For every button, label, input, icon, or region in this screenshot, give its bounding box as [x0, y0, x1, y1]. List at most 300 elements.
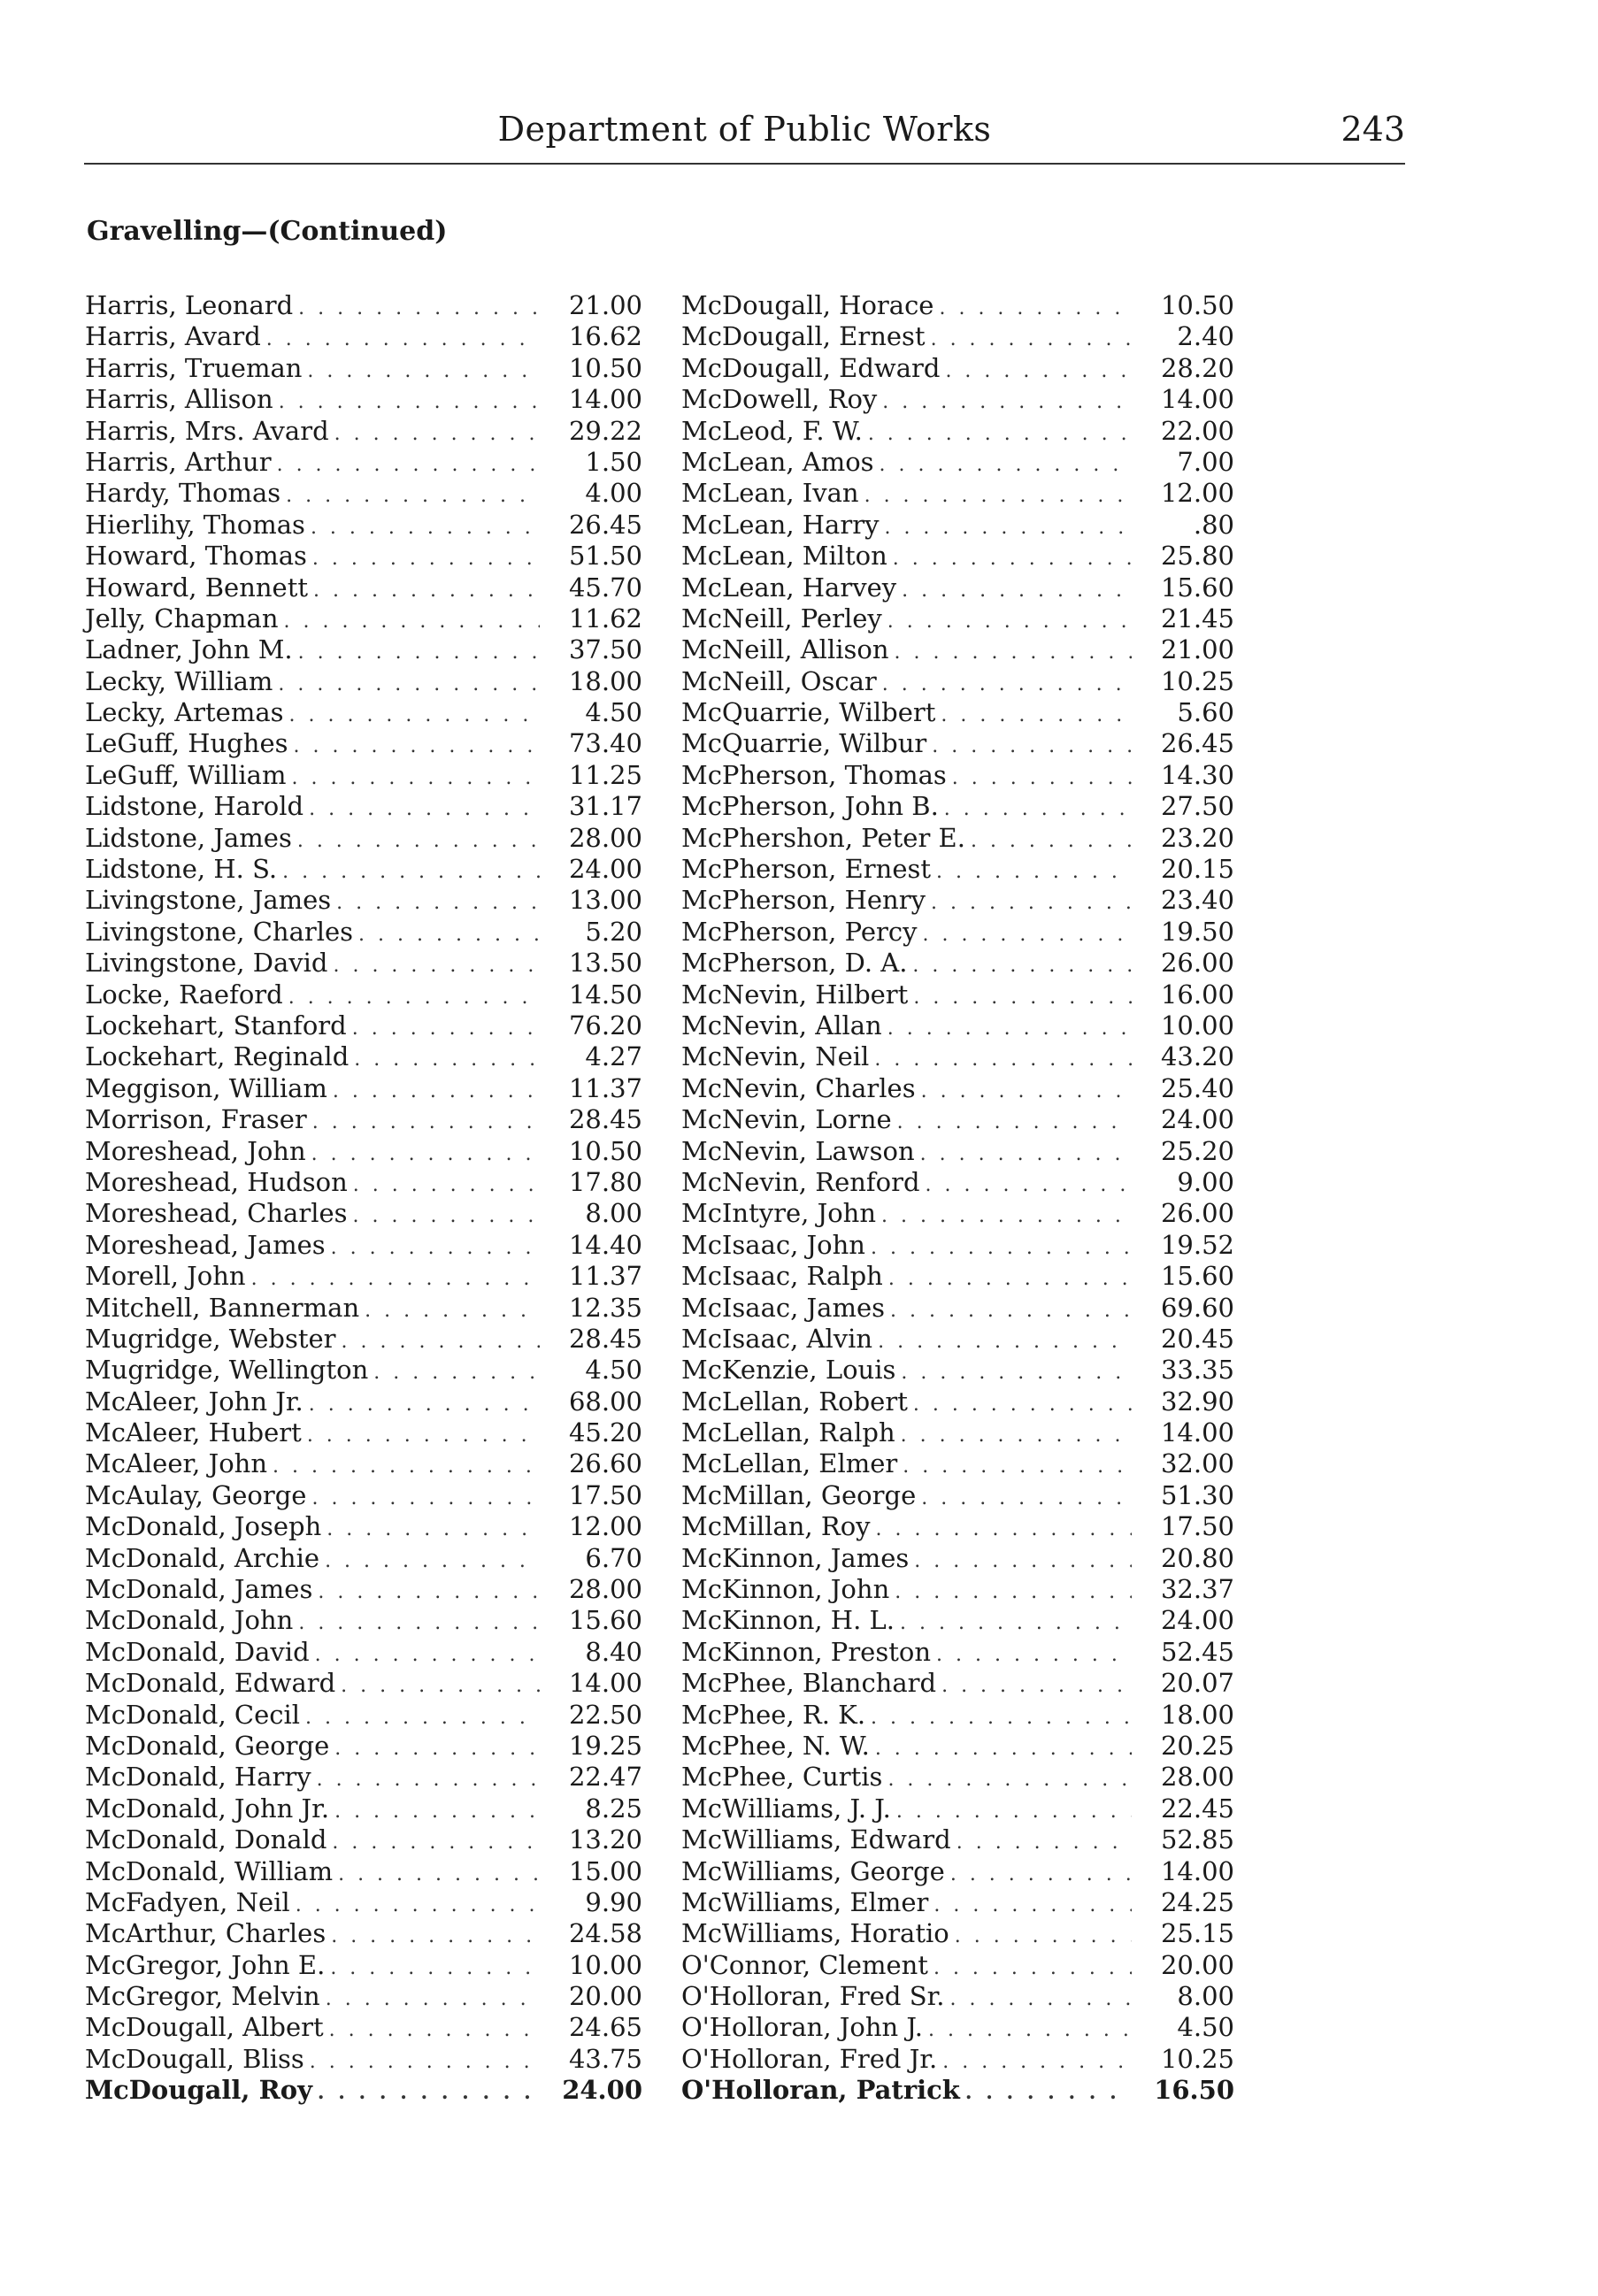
payment-amount: 21.45: [1160, 603, 1234, 634]
payee-name: Lecky, William: [85, 665, 273, 696]
dot-leader: [922, 919, 1132, 950]
payment-amount: 69.60: [1160, 1292, 1234, 1323]
payment-amount: 23.40: [1160, 885, 1234, 916]
list-item: [85, 384, 642, 415]
payment-amount: 15.60: [1160, 572, 1234, 603]
dot-leader: [936, 856, 1132, 887]
payee-name: McNeill, Allison: [681, 634, 889, 665]
payee-name: Harris, Avard: [85, 321, 261, 352]
payment-amount: 15.00: [568, 1855, 642, 1886]
list-item: [85, 1605, 642, 1636]
dot-leader: [331, 1921, 540, 1952]
list-item: [85, 1668, 642, 1699]
dot-leader: [875, 1733, 1132, 1764]
list-item: [85, 478, 642, 509]
list-item: [85, 948, 642, 979]
dot-leader: [353, 1201, 540, 1232]
payee-name: O'Connor, Clement: [681, 1949, 928, 1980]
payee-name: McLellan, Elmer: [681, 1448, 898, 1479]
dot-leader: [939, 293, 1132, 324]
dot-leader: [354, 1044, 540, 1075]
payee-name: Harris, Allison: [85, 384, 273, 415]
dot-leader: [926, 1170, 1132, 1201]
payment-amount: 20.80: [1160, 1542, 1234, 1573]
payment-amount: 13.50: [568, 948, 642, 979]
payee-name: McNevin, Lawson: [681, 1135, 915, 1166]
payment-amount: 10.50: [1160, 290, 1234, 320]
payee-name: McDonald, John Jr.: [85, 1793, 330, 1824]
dot-leader: [888, 1263, 1132, 1294]
list-item: [681, 697, 1234, 728]
list-item: [681, 1261, 1234, 1292]
payee-name: Moreshead, Hudson: [85, 1166, 348, 1197]
list-item: [85, 1480, 642, 1511]
dot-leader: [312, 543, 540, 574]
dot-leader: [941, 1670, 1132, 1701]
payee-name: Mugridge, Webster: [85, 1323, 336, 1354]
list-item: [681, 1637, 1234, 1668]
payee-name: McIntyre, John: [681, 1198, 877, 1229]
payee-name: Moreshead, Charles: [85, 1198, 348, 1229]
list-item: [681, 290, 1234, 321]
payment-amount: 14.50: [568, 979, 642, 1010]
dot-leader: [325, 1546, 540, 1577]
list-item: [85, 1637, 642, 1668]
payee-name: O'Holloran, Patrick: [681, 2075, 960, 2106]
list-item: [85, 447, 642, 478]
list-item: [85, 2012, 642, 2043]
payment-amount: 5.60: [1177, 697, 1234, 728]
payment-amount: 45.20: [568, 1417, 642, 1448]
dot-leader: [945, 356, 1132, 387]
list-item: [681, 541, 1234, 572]
payee-name: McDonald, Cecil: [85, 1699, 301, 1730]
payee-name: McNevin, Charles: [681, 1072, 916, 1103]
list-item: [681, 510, 1234, 541]
dot-leader: [311, 1139, 540, 1170]
payment-amount: 16.50: [1154, 2075, 1234, 2106]
list-item: [85, 1293, 642, 1324]
dot-leader: [358, 919, 540, 950]
payment-amount: 5.20: [585, 916, 642, 947]
payment-amount: 11.37: [568, 1261, 642, 1292]
payee-name: McDougall, Bliss: [85, 2043, 304, 2074]
list-item: [681, 572, 1234, 603]
payment-amount: 24.00: [1160, 1104, 1234, 1135]
payment-amount: 32.00: [1160, 1448, 1234, 1479]
payment-amount: 28.20: [1160, 352, 1234, 383]
payment-amount: 24.00: [562, 2075, 642, 2106]
dot-leader: [895, 1577, 1132, 1608]
payment-amount: 25.15: [1160, 1918, 1234, 1949]
payment-amount: 25.20: [1160, 1135, 1234, 1166]
dot-leader: [297, 825, 540, 856]
payee-name: McNevin, Neil: [681, 1041, 870, 1072]
list-item: [85, 290, 642, 321]
payment-amount: 43.75: [568, 2043, 642, 2074]
payment-amount: 14.00: [568, 1668, 642, 1699]
list-item: [681, 1856, 1234, 1887]
dot-leader: [882, 669, 1132, 700]
payee-name: McPherson, Ernest: [681, 854, 932, 885]
payment-amount: 8.25: [585, 1793, 642, 1824]
payee-name: Locke, Raeford: [85, 979, 283, 1010]
list-item: [85, 1230, 642, 1261]
payment-amount: 22.47: [568, 1762, 642, 1793]
payee-name: McPherson, D. A.: [681, 948, 908, 979]
payment-amount: 51.30: [1160, 1479, 1234, 1510]
list-item: [681, 666, 1234, 697]
payment-amount: 28.00: [1160, 1762, 1234, 1793]
dot-leader: [309, 794, 540, 825]
payee-name: McWilliams, Horatio: [681, 1918, 949, 1949]
payee-name: Morrison, Fraser: [85, 1104, 307, 1135]
payee-name: McDonald, Edward: [85, 1668, 336, 1699]
payment-amount: 2.40: [1177, 321, 1234, 352]
list-item: [85, 1104, 642, 1135]
payment-amount: 26.60: [568, 1448, 642, 1479]
list-item: [681, 1543, 1234, 1574]
list-item: [85, 823, 642, 854]
payment-amount: 8.00: [1177, 1981, 1234, 2012]
payment-amount: 52.85: [1160, 1824, 1234, 1855]
list-item: [681, 478, 1234, 509]
payee-name: Lidstone, James: [85, 822, 292, 853]
payment-amount: 8.40: [585, 1636, 642, 1667]
payee-name: Harris, Leonard: [85, 290, 294, 320]
dot-leader: [893, 543, 1132, 574]
list-item: [681, 1230, 1234, 1261]
payment-amount: 7.00: [1177, 446, 1234, 477]
list-item: [681, 634, 1234, 665]
list-item: [681, 1887, 1234, 1918]
payment-amount: 17.50: [568, 1479, 642, 1510]
payment-amount: 68.00: [568, 1386, 642, 1417]
payee-name: McDonald, Archie: [85, 1542, 320, 1573]
payment-amount: 10.00: [1160, 1010, 1234, 1040]
payee-name: McLean, Amos: [681, 446, 874, 477]
list-item: [681, 791, 1234, 822]
list-item: [85, 1386, 642, 1417]
dot-leader: [342, 1326, 540, 1357]
dot-leader: [931, 887, 1132, 918]
payee-name: McLean, Milton: [681, 541, 887, 572]
payment-amount: 27.50: [1160, 791, 1234, 822]
payee-name: McIsaac, Ralph: [681, 1261, 883, 1292]
payee-name: McLean, Harry: [681, 509, 880, 540]
payment-amount: 14.00: [1160, 384, 1234, 415]
payment-amount: 76.20: [568, 1010, 642, 1040]
dot-leader: [920, 1139, 1132, 1170]
payment-amount: 20.00: [568, 1981, 642, 2012]
payee-name: McDonald, George: [85, 1730, 330, 1761]
dot-leader: [311, 1483, 540, 1514]
list-item: [681, 416, 1234, 447]
dot-leader: [913, 1389, 1132, 1420]
dot-leader: [286, 480, 540, 511]
payee-name: McDonald, James: [85, 1574, 313, 1605]
dot-leader: [332, 1827, 540, 1858]
payment-amount: 12.35: [568, 1292, 642, 1323]
dot-leader: [298, 1608, 540, 1639]
dot-leader: [900, 1608, 1132, 1639]
list-item: [681, 1574, 1234, 1605]
list-item: [85, 1136, 642, 1167]
payee-name: McAleer, Hubert: [85, 1417, 302, 1448]
list-item: [681, 1198, 1234, 1229]
right-column: [681, 290, 1234, 2107]
payee-name: McIsaac, Alvin: [681, 1323, 873, 1354]
payment-amount: 10.25: [1160, 2043, 1234, 2074]
dot-leader: [327, 1514, 540, 1545]
payment-amount: 45.70: [568, 572, 642, 603]
dot-leader: [298, 637, 540, 668]
dot-leader: [933, 1890, 1132, 1921]
list-item: [681, 948, 1234, 979]
dot-leader: [266, 324, 540, 355]
payment-amount: 22.00: [1160, 415, 1234, 446]
dot-leader: [329, 2015, 540, 2046]
list-item: [681, 1355, 1234, 1386]
payee-name: McDonald, David: [85, 1636, 310, 1667]
dot-leader: [903, 1451, 1132, 1482]
payee-name: Howard, Thomas: [85, 541, 307, 572]
payment-amount: 28.45: [568, 1104, 642, 1135]
list-item: [85, 541, 642, 572]
payee-name: LeGuff, Hughes: [85, 728, 288, 759]
dot-leader: [315, 1639, 540, 1670]
payee-name: McDougall, Ernest: [681, 321, 926, 352]
payment-amount: 24.00: [568, 854, 642, 885]
dot-leader: [309, 1389, 540, 1420]
payee-name: McPherson, John B.: [681, 791, 939, 822]
payee-name: McKinnon, Preston: [681, 1636, 932, 1667]
list-item: [681, 1041, 1234, 1072]
payment-amount: 26.00: [1160, 948, 1234, 979]
list-item: [85, 1574, 642, 1605]
dot-leader: [318, 1577, 540, 1608]
payee-name: McMillan, George: [681, 1479, 917, 1510]
payee-name: McNevin, Allan: [681, 1010, 882, 1040]
list-item: [681, 353, 1234, 384]
dot-leader: [318, 2077, 540, 2108]
dot-leader: [294, 731, 540, 762]
list-item: [85, 697, 642, 728]
list-item: [85, 603, 642, 634]
payee-name: McNeill, Oscar: [681, 665, 877, 696]
list-item: [681, 321, 1234, 352]
payee-name: Moreshead, James: [85, 1229, 326, 1260]
list-item: [681, 1448, 1234, 1479]
dot-leader: [277, 449, 540, 480]
dot-leader: [944, 794, 1132, 825]
payment-amount: 19.50: [1160, 916, 1234, 947]
payment-amount: 43.20: [1160, 1041, 1234, 1072]
dot-leader: [901, 1357, 1132, 1388]
payee-name: McWilliams, J. J.: [681, 1793, 891, 1824]
list-item: [85, 1167, 642, 1198]
dot-leader: [353, 1170, 540, 1201]
payment-amount: 4.00: [585, 478, 642, 509]
list-item: [85, 1010, 642, 1041]
payee-name: McQuarrie, Wilbert: [681, 697, 936, 728]
payment-amount: 29.22: [568, 415, 642, 446]
dot-leader: [882, 387, 1132, 418]
payment-amount: 52.45: [1160, 1636, 1234, 1667]
payment-amount: 32.37: [1160, 1574, 1234, 1605]
dot-leader: [298, 293, 540, 324]
dot-leader: [273, 1451, 540, 1482]
payee-name: McKenzie, Louis: [681, 1355, 896, 1386]
dot-leader: [307, 356, 540, 387]
payment-amount: 20.45: [1160, 1323, 1234, 1354]
dot-leader: [913, 982, 1132, 1013]
list-item: [85, 1073, 642, 1104]
payee-name: Lockehart, Stanford: [85, 1010, 347, 1040]
dot-leader: [251, 1263, 540, 1294]
payment-amount: 20.07: [1160, 1668, 1234, 1699]
list-item: [85, 791, 642, 822]
dot-leader: [289, 700, 541, 731]
dot-leader: [310, 2046, 540, 2077]
dot-leader: [305, 1702, 540, 1733]
dot-leader: [942, 2046, 1132, 2077]
dot-leader: [334, 1733, 540, 1764]
dot-leader: [365, 1295, 540, 1326]
payment-amount: 20.15: [1160, 854, 1234, 885]
list-item: [85, 1448, 642, 1479]
payment-amount: 18.00: [1160, 1699, 1234, 1730]
list-item: [681, 1762, 1234, 1793]
payee-name: LeGuff, William: [85, 759, 287, 790]
list-item: [681, 1793, 1234, 1824]
list-item: [681, 1918, 1234, 1949]
page-header: [84, 108, 1405, 165]
list-item: [85, 510, 642, 541]
list-item: [681, 728, 1234, 759]
payee-name: McDonald, John: [85, 1605, 294, 1636]
list-item: [681, 384, 1234, 415]
list-item: [681, 760, 1234, 791]
payee-name: McDougall, Roy: [85, 2075, 312, 2106]
list-item: [85, 1355, 642, 1386]
dot-leader: [864, 480, 1132, 511]
payee-name: McDougall, Albert: [85, 2012, 324, 2043]
dot-leader: [311, 512, 540, 543]
payment-amount: 33.35: [1160, 1355, 1234, 1386]
payment-amount: 9.00: [1177, 1166, 1234, 1197]
payment-amount: 10.25: [1160, 665, 1234, 696]
payment-amount: 26.45: [568, 509, 642, 540]
list-item: [681, 979, 1234, 1010]
dot-leader: [284, 606, 541, 637]
payment-amount: 32.90: [1160, 1386, 1234, 1417]
payment-amount: 16.62: [568, 321, 642, 352]
list-item: [681, 1136, 1234, 1167]
list-item: [85, 854, 642, 885]
payee-name: McWilliams, Elmer: [681, 1886, 929, 1917]
payment-amount: 20.25: [1160, 1730, 1234, 1761]
payee-name: McGregor, Melvin: [85, 1981, 320, 2012]
payee-name: Lecky, Artemas: [85, 697, 284, 728]
payee-name: McLeod, F. W.: [681, 415, 863, 446]
dot-leader: [307, 1420, 540, 1451]
payee-name: O'Holloran, Fred Sr.: [681, 1981, 945, 2012]
payment-amount: 24.00: [1160, 1605, 1234, 1636]
payee-name: McAleer, John: [85, 1448, 268, 1479]
payee-name: McPherson, Percy: [681, 916, 918, 947]
payment-amount: 14.00: [1160, 1417, 1234, 1448]
payment-amount: 37.50: [568, 634, 642, 665]
payee-name: McDonald, Donald: [85, 1824, 327, 1855]
list-item: [85, 1856, 642, 1887]
payment-amount: 24.58: [568, 1918, 642, 1949]
list-item: [85, 1793, 642, 1824]
payment-amount: 10.50: [568, 1135, 642, 1166]
payee-name: McDougall, Horace: [681, 290, 934, 320]
payee-name: McMillan, Roy: [681, 1511, 871, 1542]
payee-name: Livingstone, Charles: [85, 916, 354, 947]
payee-name: Lidstone, Harold: [85, 791, 304, 822]
payee-name: Harris, Mrs. Avard: [85, 415, 329, 446]
list-item: [681, 2075, 1234, 2106]
list-item: [85, 1198, 642, 1229]
payee-name: McDowell, Roy: [681, 384, 878, 415]
list-item: [85, 885, 642, 916]
payee-name: McWilliams, George: [681, 1855, 945, 1886]
dot-leader: [890, 1295, 1132, 1326]
payee-name: Hardy, Thomas: [85, 478, 281, 509]
payment-amount: 10.00: [568, 1949, 642, 1980]
list-item: [85, 728, 642, 759]
payment-amount: 4.50: [1177, 2012, 1234, 2043]
list-item: [681, 1605, 1234, 1636]
list-item: [85, 634, 642, 665]
list-item: [681, 1324, 1234, 1355]
payment-amount: 21.00: [568, 290, 642, 320]
payment-amount: 19.52: [1160, 1229, 1234, 1260]
list-item: [85, 2075, 642, 2106]
list-item: [85, 1261, 642, 1292]
list-item: [681, 823, 1234, 854]
payment-amount: 13.20: [568, 1824, 642, 1855]
list-item: [681, 1731, 1234, 1762]
payee-name: McNevin, Hilbert: [681, 979, 909, 1010]
payee-name: McLean, Ivan: [681, 478, 859, 509]
dot-leader: [333, 950, 540, 981]
dot-leader: [971, 825, 1132, 856]
payment-amount: 28.00: [568, 822, 642, 853]
payment-amount: 19.25: [568, 1730, 642, 1761]
payment-amount: 4.50: [585, 1355, 642, 1386]
payee-name: McIsaac, John: [681, 1229, 865, 1260]
list-item: [85, 1511, 642, 1542]
dot-leader: [896, 1796, 1132, 1827]
payment-amount: 13.00: [568, 885, 642, 916]
payment-amount: 16.00: [1160, 979, 1234, 1010]
payee-name: McLean, Harvey: [681, 572, 897, 603]
dot-leader: [928, 2015, 1132, 2046]
payment-amount: 14.40: [568, 1229, 642, 1260]
list-item: [681, 1293, 1234, 1324]
dot-leader: [876, 1514, 1132, 1545]
left-column: [85, 290, 642, 2107]
list-item: [681, 1010, 1234, 1041]
dot-leader: [288, 982, 540, 1013]
payment-amount: 26.45: [1160, 728, 1234, 759]
payee-name: McDonald, Harry: [85, 1762, 311, 1793]
payment-amount: 22.45: [1160, 1793, 1234, 1824]
